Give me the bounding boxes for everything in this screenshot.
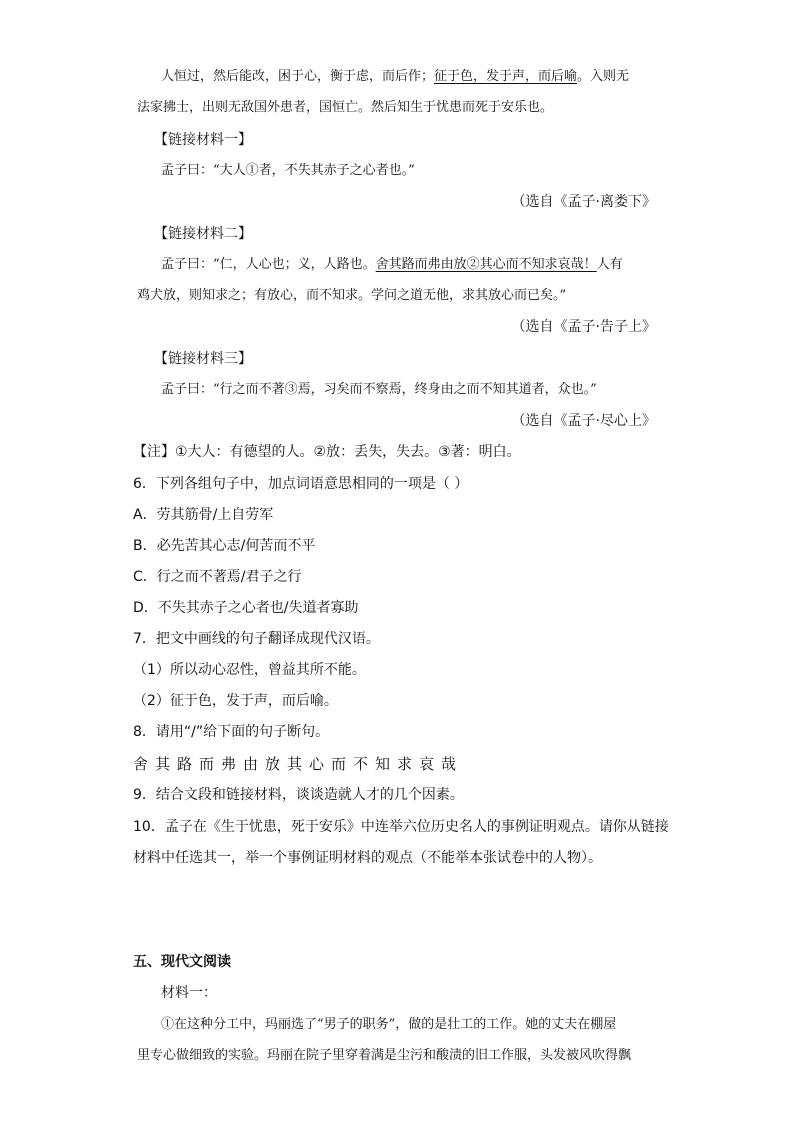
link3-text: 孟子曰：“行之而不著③焉，习矣而不察焉，终身由之而不知其道者，众也。” (161, 382, 597, 397)
question-6: 6．下列各组句子中，加点词语意思相同的一项是（ ） (133, 476, 469, 492)
question-6-option-a: A．劳其筋骨/上自劳军 (133, 507, 274, 523)
passage-line-2: 法家拂士，出则无敌国外患者，国恒亡。然后知生于忧患而死于安乐也。 (137, 100, 554, 115)
passage-line-1-end: 。入则无 (577, 69, 630, 84)
passage-line-1-start: 人恒过，然后能改，困于心，衡于虑，而后作； (161, 69, 435, 84)
material-1-paragraph-line-2: 里专心做细致的实验。玛丽在院子里穿着满是尘污和酸渍的旧工作服，头发被风吹得飘 (137, 1048, 632, 1063)
question-6-option-b: B．必先苦其心志/何苦而不平 (133, 538, 316, 554)
link2-heading: 【链接材料二】 (154, 226, 252, 242)
underlined-sentence-2: 舍其路而弗由放②其心而不知求哀哉！ (375, 257, 597, 272)
underlined-sentence-1: 征于色，发于声，而后喻 (434, 69, 578, 84)
question-8-sentence: 舍其路而弗由放其心而不知求哀哉 (133, 755, 464, 773)
link2-line-1-end: 人有 (596, 257, 623, 272)
annotation-note: 【注】①大人：有德望的人。②放：丢失，失去。③著：明白。 (133, 444, 521, 460)
material-1-label: 材料一： (161, 985, 217, 1001)
section-5-heading: 五、现代文阅读 (133, 954, 231, 970)
link2-source: （选自《孟子·告子上》 (511, 319, 656, 335)
question-7-part-1: （1）所以动心忍性，曾益其所不能。 (133, 662, 366, 678)
question-6-option-d: D．不失其赤子之心者也/失道者寡助 (133, 600, 359, 616)
passage-line-1 (161, 67, 629, 87)
link1-source: （选自《孟子·离娄下》 (511, 194, 656, 210)
link3-source: （选自《孟子·尽心上》 (511, 413, 656, 429)
link1-heading: 【链接材料一】 (154, 132, 252, 148)
question-6-option-c: C．行之而不著焉/君子之行 (133, 569, 302, 585)
question-7: 7．把文中画线的句子翻译成现代汉语。 (133, 631, 380, 647)
material-1-paragraph-line-1: ①在这种分工中，玛丽选了“男子的职务”，做的是壮工的工作。她的丈夫在棚屋 (161, 1017, 617, 1032)
link2-line-1-start: 孟子曰：“仁，人心也；义，人路也。 (161, 257, 376, 272)
question-8: 8．请用“/”给下面的句子断句。 (133, 724, 330, 740)
link1-text: 孟子曰：“大人①者，不失其赤子之心者也。” (161, 163, 415, 178)
question-10-line-1: 10．孟子在《生于忧患，死于安乐》中连举六位历史名人的事例证明观点。请你从链接 (133, 819, 669, 835)
link3-heading: 【链接材料三】 (154, 351, 252, 367)
link2-line-2: 鸡犬放，则知求之；有放心，而不知求。学问之道无他，求其放心而已矣。” (137, 288, 567, 303)
question-10-line-2: 材料中任选其一，举一个事例证明材料的观点（不能举本张试卷中的人物）。 (133, 850, 602, 866)
link2-line-1 (161, 255, 623, 275)
question-7-part-2: （2）征于色，发于声，而后喻。 (133, 693, 338, 709)
question-9: 9．结合文段和链接材料，谈谈造就人才的几个因素。 (133, 787, 464, 803)
